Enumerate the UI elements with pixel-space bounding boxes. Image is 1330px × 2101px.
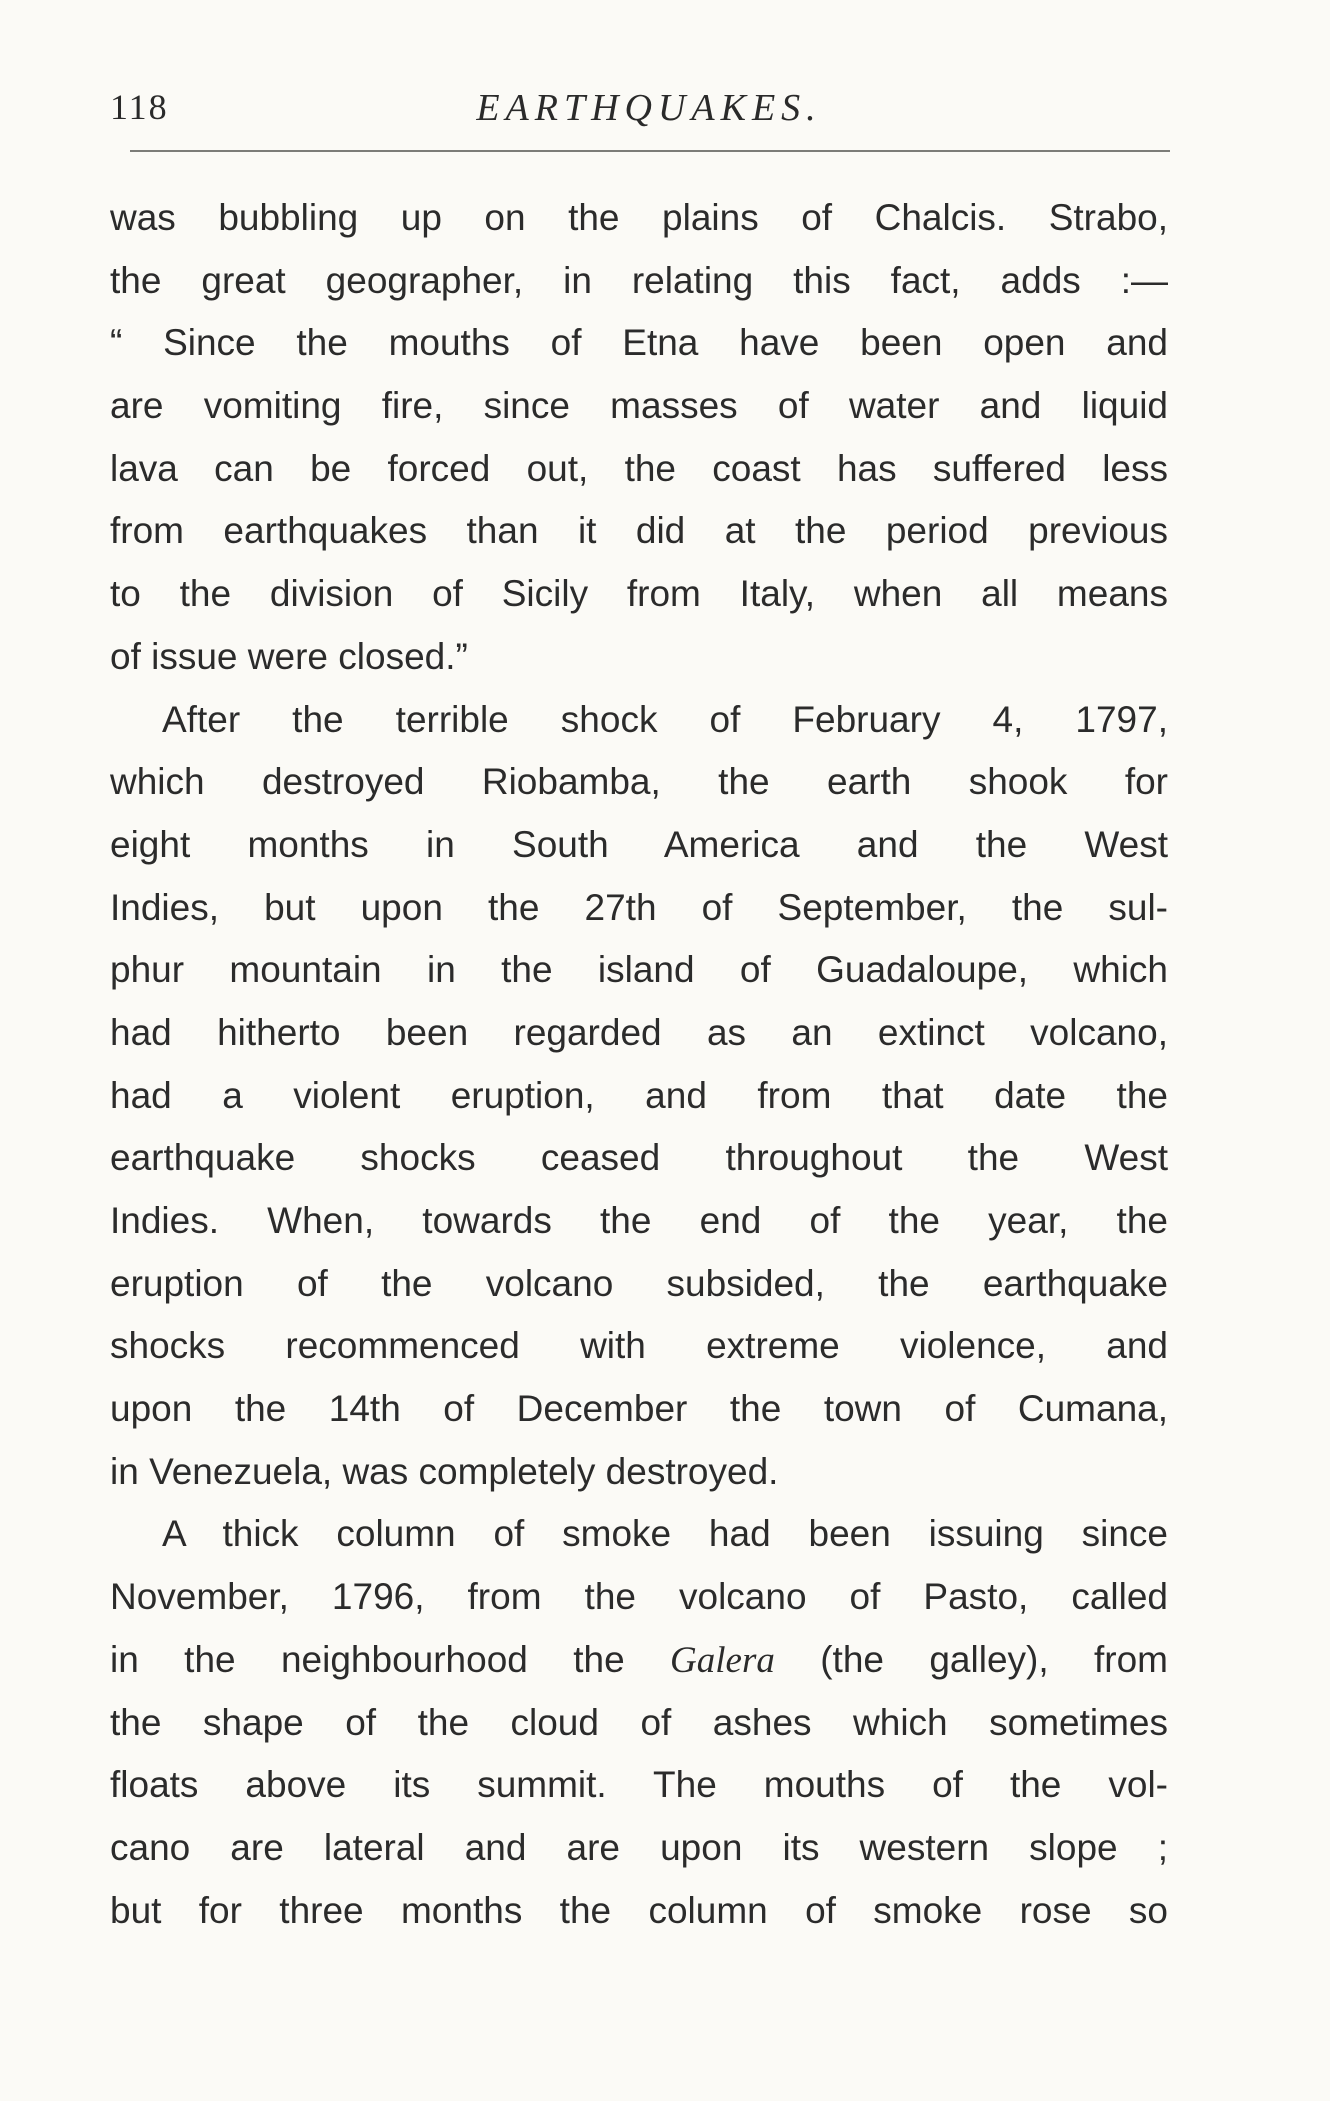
text-line: had a violent eruption, and from that date the — [110, 1074, 1168, 1116]
text-line: upon the 14th of December the town of Cumana, — [110, 1388, 1168, 1430]
text-line: eruption of the volcano subsided, the earthquake — [110, 1262, 1168, 1304]
text-line-with-italic — [110, 1629, 1168, 1692]
text-line: Indies. When, towards the end of the year, the — [110, 1200, 1168, 1241]
text-line: in Venezuela, was completely destroyed. — [110, 1450, 779, 1492]
text-line: cano are lateral and are upon its western slope ; — [110, 1826, 1168, 1868]
text-line: to the division of Sicily from Italy, when all means — [110, 573, 1168, 615]
text-line: the great geographer, in relating this fact, adds :— — [110, 259, 1168, 301]
running-head — [110, 86, 1168, 146]
text-line: lava can be forced out, the coast has suffered less — [110, 447, 1168, 489]
text-line: of issue were closed.” — [110, 635, 468, 677]
text-line: shocks recommenced with extreme violence, and — [110, 1325, 1168, 1367]
text-line: eight months in South America and the West — [110, 823, 1168, 865]
text-line: was bubbling up on the plains of Chalcis. Strabo, — [110, 197, 1168, 238]
text-line: earthquake shocks ceased throughout the West — [110, 1137, 1168, 1179]
text-segment: in the neighbourhood the — [110, 1638, 671, 1680]
italic-term-galera: Galera — [670, 1639, 775, 1681]
running-title: EARTHQUAKES. — [476, 87, 822, 129]
header-rule — [130, 150, 1170, 152]
text-line: from earthquakes than it did at the period previous — [110, 510, 1168, 552]
text-line: Indies, but upon the 27th of September, the sul- — [110, 886, 1168, 928]
text-line: which destroyed Riobamba, the earth shook for — [110, 761, 1168, 803]
body-text — [110, 187, 1168, 1942]
text-line: the shape of the cloud of ashes which sometimes — [110, 1701, 1168, 1743]
text-line: but for three months the column of smoke rose so — [110, 1889, 1168, 1931]
text-line: had hitherto been regarded as an extinct volcano, — [110, 1011, 1168, 1053]
text-line: After the terrible shock of February 4, 1797, — [162, 698, 1168, 740]
text-line: “ Since the mouths of Etna have been open and — [110, 322, 1168, 364]
text-segment: (the galley), from — [774, 1638, 1168, 1680]
text-line: phur mountain in the island of Guadaloupe, which — [110, 949, 1168, 991]
text-line: are vomiting fire, since masses of water and liquid — [110, 385, 1168, 427]
page-number: 118 — [110, 87, 169, 127]
text-line: November, 1796, from the volcano of Pasto, called — [110, 1576, 1168, 1618]
text-line: floats above its summit. The mouths of the vol- — [110, 1764, 1168, 1806]
text-line: A thick column of smoke had been issuing since — [162, 1513, 1168, 1555]
